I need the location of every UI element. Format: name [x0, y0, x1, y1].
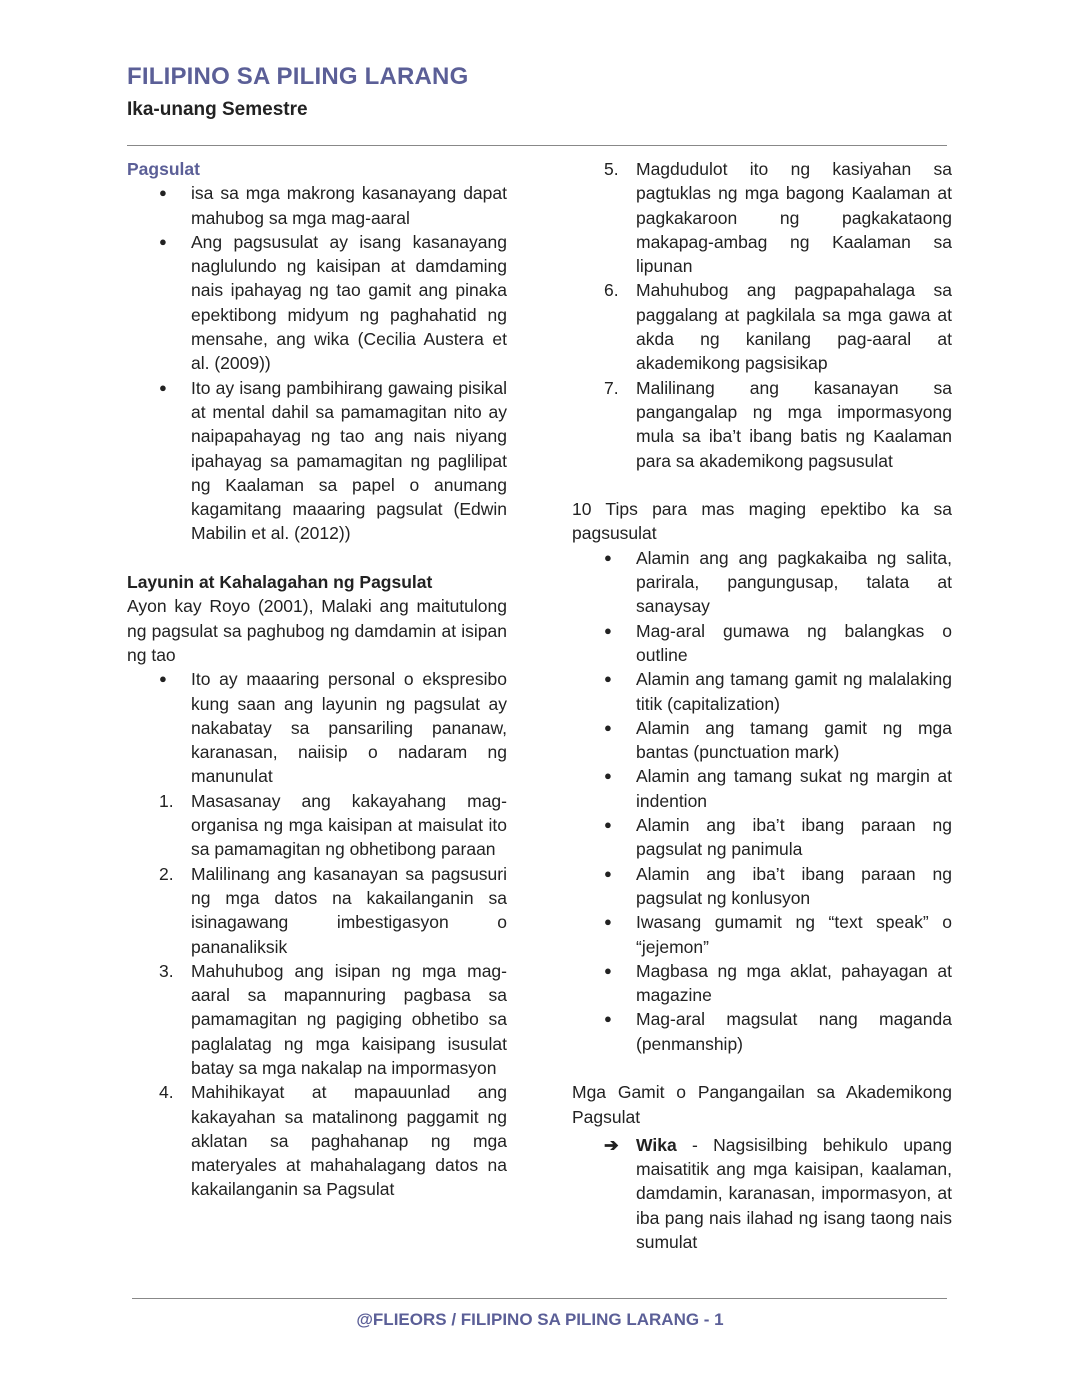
gamit-arrow-list: [572, 1133, 952, 1254]
tips-bullet-list: [572, 546, 952, 1056]
layunin-bullet-list: [127, 667, 507, 788]
layunin-numbered-list-continued: [572, 157, 952, 473]
item-number: 6.: [604, 280, 619, 301]
item-number: 4.: [159, 1082, 174, 1103]
section-heading-layunin: Layunin at Kahalagahan ng Pagsulat: [127, 572, 433, 593]
item-text: Masasanay ang kakayahang mag-organisa ng mga kaisipan at maisulat ito sa pamamagitan ng obhetibong paraan: [191, 790, 507, 860]
list-item: ● Mag-aral magsulat nang maganda (penmanship): [572, 1007, 952, 1056]
item-text: Malilinang ang kasanayan sa pangangalap ng mga impormasyong mula sa iba’t ibang batis ng Kaalaman para sa akademikong pagsusulat: [636, 377, 952, 471]
section-heading-gamit: Mga Gamit o Pangangailan sa Akademikong Pagsulat: [572, 1082, 952, 1127]
list-item: ● Ito ay isang pambihirang gawaing pisikal at mental dahil sa pamamagitan nito ay naipapahayag ng tao ang nais niyang ipahayag sa pamamagitan ng paglilipat ng Kaalaman sa papel o anumang kagamitang maaaring pagsulat (Edwin Mabilin et al. (2012)): [127, 376, 507, 546]
term-wika: Wika: [636, 1134, 677, 1155]
document-title: FILIPINO SA PILING LARANG: [127, 63, 469, 90]
item-text: Mahihikayat at mapauunlad ang kakayahan sa matalinong paggamit ng aklatan sa paghahanap ng mga materyales at mahahalagang datos na kakailanganin sa Pagsulat: [191, 1082, 507, 1200]
right-column: [572, 157, 952, 1254]
list-item: ● Ang pagsusulat ay isang kasanayang naglulundo ng kaisipan at damdaming nais ipahayag ng tao gamit ang pinaka epektibong midyum ng paghahatid ng mensahe, ang wika (Cecilia Austera et al. (2009)): [127, 230, 507, 376]
numbered-item: [127, 959, 507, 1080]
list-item: ● Mag-aral gumawa ng balangkas o outline: [572, 619, 952, 668]
page-footer: @FLIEORS / FILIPINO SA PILING LARANG - 1: [356, 1310, 724, 1329]
term-definition: Nagsisilbing behikulo upang maisatitik ang mga kaisipan, kaalaman, damdamin, karanasan, impormasyon, at iba pang nais ilahad ng isang taong nais sumulat: [636, 1134, 952, 1253]
item-text: Mahuhubog ang pagpapahalaga sa paggalang at pagkilala sa mga gawa at akda ng kanilang pag-aaral at akademikong pagsisikap: [636, 280, 952, 374]
arrow-item: [572, 1133, 952, 1254]
item-text: Magdudulot ito ng kasiyahan sa pagtuklas ng mga bagong Kaalaman at pagkakaroon ng pagkakataong makapag-ambag ng Kaalaman sa lipunan: [636, 159, 952, 277]
layunin-numbered-list: [127, 789, 507, 1202]
list-item: ● Alamin ang ang pagkakaiba ng salita, parirala, pangungusap, talata at sanaysay: [572, 546, 952, 619]
section-heading-pagsulat: Pagsulat: [127, 159, 200, 179]
list-item: ● Alamin ang tamang gamit ng mga bantas (punctuation mark): [572, 716, 952, 765]
item-number: 3.: [159, 960, 174, 981]
pagsulat-bullet-list: [127, 181, 507, 545]
item-number: 5.: [604, 159, 619, 179]
item-text: Malilinang ang kasanayan sa pagsusuri ng mga datos na kakailanganin sa isinagawang imbestigasyon o pananaliksik: [191, 863, 507, 957]
item-number: 1.: [159, 790, 174, 811]
list-item: ● Alamin ang iba’t ibang paraan ng pagsulat ng panimula: [572, 813, 952, 862]
list-item: ● Magbasa ng mga aklat, pahayagan at magazine: [572, 959, 952, 1008]
list-item: ● Alamin ang iba’t ibang paraan ng pagsulat ng konlusyon: [572, 862, 952, 911]
header-divider: [127, 145, 947, 146]
section-heading-tips: 10 Tips para mas maging epektibo ka sa pagsusulat: [572, 499, 952, 544]
numbered-item: [127, 1080, 507, 1201]
list-item: ● Ito ay maaaring personal o ekspresibo kung saan ang layunin ng pagsulat ay nakabatay sa pansariling pananaw, karanasan, naiisip o nadaram ng manunulat: [127, 667, 507, 788]
numbered-item: [572, 278, 952, 375]
layunin-intro: Ayon kay Royo (2001), Malaki ang maitutulong ng pagsulat sa paghubog ng damdamin at isipan ng tao: [127, 596, 507, 665]
list-item: ● isa sa mga makrong kasanayang dapat mahubog sa mga mag-aaral: [127, 181, 507, 230]
numbered-item: [127, 789, 507, 862]
list-item: ● Alamin ang tamang sukat ng margin at indention: [572, 764, 952, 813]
list-item: ● Iwasang gumamit ng “text speak” o “jejemon”: [572, 910, 952, 959]
left-column: [127, 157, 507, 1202]
term-dash: -: [676, 1134, 714, 1155]
arrow-right-icon: ➔: [604, 1134, 619, 1155]
footer-divider: [132, 1298, 947, 1299]
item-text: Mahuhubog ang isipan ng mga mag-aaral sa mapannuring pagbasa sa pamamagitan ng pagiging obhetibo sa paglalatag ng mga kaisipang isusulat batay sa mga nakalap na impormasyon: [191, 960, 507, 1078]
numbered-item: [127, 862, 507, 959]
item-number: 2.: [159, 863, 174, 884]
numbered-item: [572, 157, 952, 278]
list-item: ● Alamin ang tamang gamit ng malalaking titik (capitalization): [572, 667, 952, 716]
item-number: 7.: [604, 377, 619, 398]
document-subtitle: Ika-unang Semestre: [127, 99, 308, 120]
numbered-item: [572, 376, 952, 473]
